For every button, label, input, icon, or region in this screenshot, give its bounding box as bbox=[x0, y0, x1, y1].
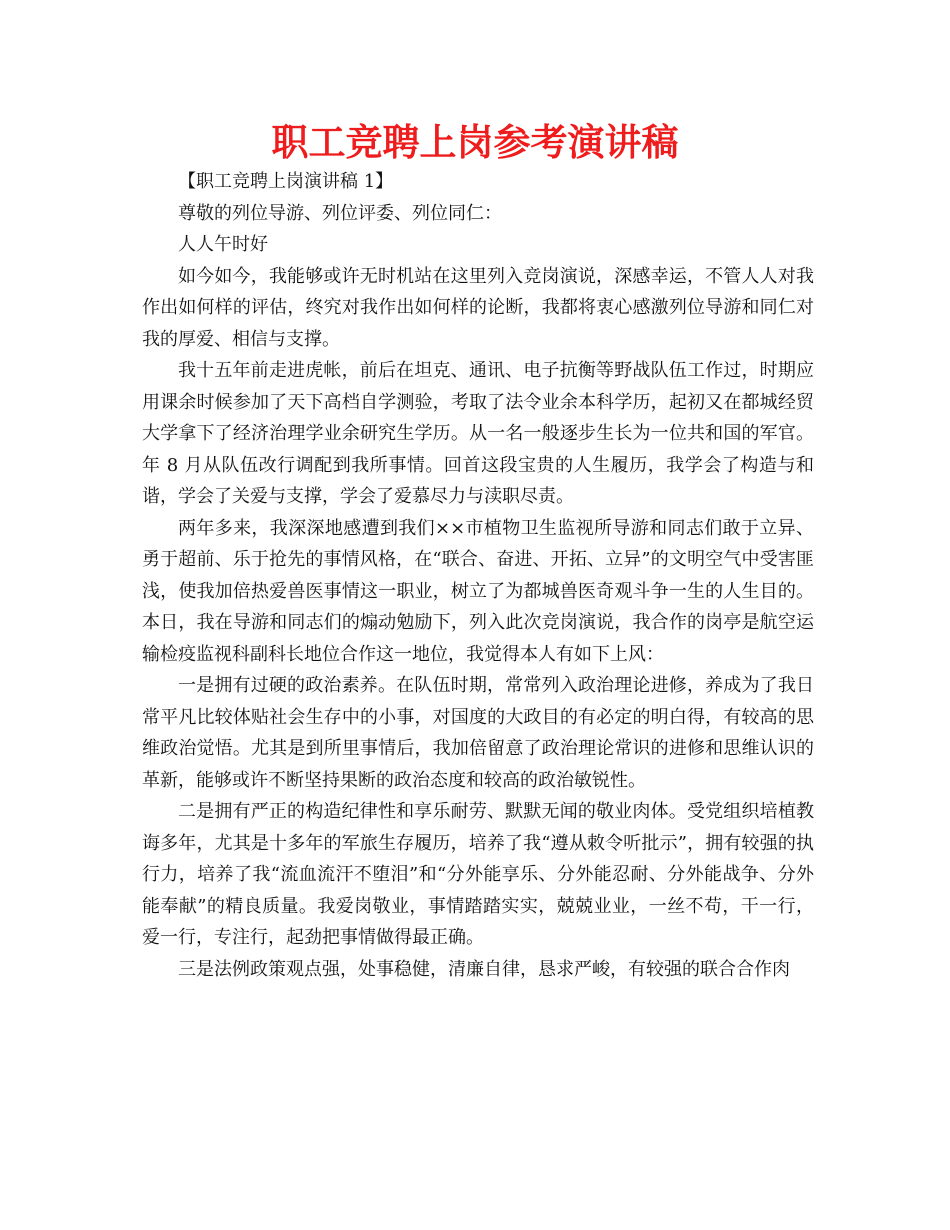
paragraph-2: 我十五年前走进虎帐，前后在坦克、通讯、电子抗衡等野战队伍工作过，时期应用课余时候参加了天下高档自学测验，考取了法令业余本科学历，起初又在都城经贸大学拿下了经济治理学业余研究生学历。从一名一般逐步生长为一位共和国的军官。年 8 月从队伍改行调配到我所事情。回首这段宝贵的人生履历，我学会了构造与和谐，学会了关爱与支撑，学会了爱慕尽力与渎职尽责。 bbox=[142, 360, 814, 507]
salutation: 尊敬的列位导游、列位评委、列位同仁： bbox=[178, 202, 502, 224]
paragraph-1: 如今如今，我能够或许无时机站在这里列入竞岗演说，深感幸运，不管人人对我作出如何样的评估，终究对我作出如何样的论断，我都将衷心感激列位导游和同仁对我的厚爱、相信与支撑。 bbox=[142, 265, 814, 350]
document-body bbox=[142, 166, 814, 985]
paragraph-4: 一是拥有过硬的政治素养。在队伍时期，常常列入政治理论进修，养成为了我日常平凡比较体贴社会生存中的小事，对国度的大政目的有必定的明白得，有较高的思维政治觉悟。尤其是到所里事情后，我加倍留意了政治理论常识的进修和思维认识的革新，能够或许不断坚持果断的政治态度和较高的政治敏锐性。 bbox=[142, 675, 814, 791]
greeting: 人人午时好 bbox=[178, 234, 268, 255]
paragraph-5: 二是拥有严正的构造纪律性和享乐耐劳、默默无闻的敬业肉体。受党组织培植教诲多年，尤其是十多年的军旅生存履历，培养了我“遵从敕令听批示”，拥有较强的执行力，培养了我“流血流汗不堕泪”和“分外能享乐、分外能忍耐、分外能战争、分外能奉献”的精良质量。我爱岗敬业，事情踏踏实实，兢兢业业，一丝不苟，干一行，爱一行，专注行，起劲把事情做得最正确。 bbox=[142, 801, 814, 948]
section-heading: 【职工竞聘上岗演讲稿 1】 bbox=[178, 171, 394, 192]
paragraph-6: 三是法例政策观点强，处事稳健，清廉自律，恳求严峻，有较强的联合合作肉 bbox=[178, 958, 790, 980]
paragraph-3: 两年多来，我深深地感遭到我们××市植物卫生监视所导游和同志们敢于立异、勇于超前、乐于抢先的事情风格，在“联合、奋进、开拓、立异”的文明空气中受害匪浅，使我加倍热爱兽医事情这一职业，树立了为都城兽医奇观斗争一生的人生目的。本日，我在导游和同志们的煽动勉励下，列入此次竞岗演说，我合作的岗亭是航空运输检疫监视科副科长地位合作这一地位，我觉得本人有如下上风： bbox=[142, 517, 814, 665]
document-title: 职工竞聘上岗参考演讲稿 bbox=[271, 121, 679, 164]
